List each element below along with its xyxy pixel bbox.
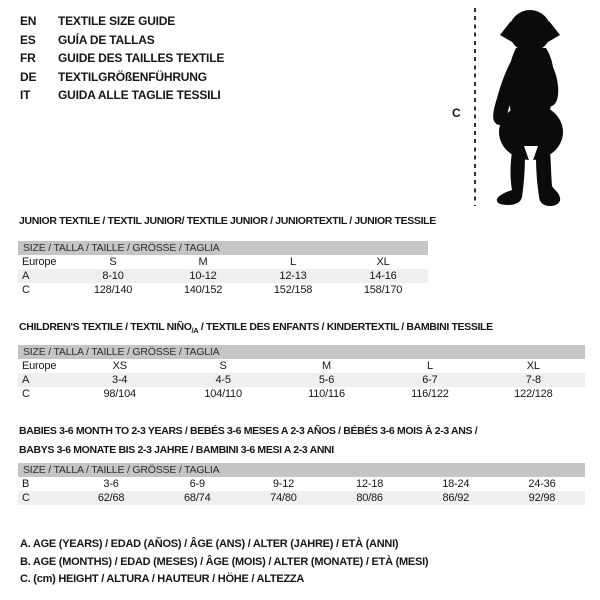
table-row xyxy=(18,491,585,505)
language-code: EN xyxy=(20,14,37,28)
footnote-age-years: A. AGE (YEARS) / EDAD (AÑOS) / ÂGE (ANS) / ALTER (JAHRE) / ETÀ (ANNI) xyxy=(20,538,399,550)
table-cell: 6-7 xyxy=(422,374,438,386)
table-cell: M xyxy=(322,360,331,372)
table-cell: XS xyxy=(112,360,127,372)
height-measure-dashed-line xyxy=(474,8,476,206)
table-cell: 92/98 xyxy=(528,492,556,504)
table-cell: M xyxy=(198,256,208,268)
children-title-text: / TEXTILE DES ENFANTS / KINDERTEXTIL / BAMBINI TESSILE xyxy=(198,321,493,333)
table-cell: 122/128 xyxy=(514,388,553,400)
table-cell: 128/140 xyxy=(93,284,133,296)
language-row xyxy=(20,86,224,105)
size-header-bar: SIZE / TALLA / TAILLE / GRÖSSE / TAGLIA xyxy=(18,463,585,477)
language-title: GUIDA ALLE TAGLIE TESSILI xyxy=(58,88,221,103)
children-title-subscript: /A xyxy=(191,326,199,336)
table-cell: 24-36 xyxy=(528,478,556,490)
height-measure-label: C xyxy=(452,106,461,120)
table-cell: 62/68 xyxy=(97,492,125,504)
table-cell: 98/104 xyxy=(103,388,136,400)
language-row xyxy=(20,49,224,68)
baby-silhouette-icon xyxy=(484,4,584,210)
babies-size-table xyxy=(18,463,585,505)
language-code: IT xyxy=(20,88,31,103)
table-row xyxy=(18,387,585,401)
language-code: ES xyxy=(20,32,36,47)
table-cell: L xyxy=(426,360,433,372)
measurement-footnotes xyxy=(20,536,428,589)
row-label: A xyxy=(22,374,30,386)
size-header-bar: SIZE / TALLA / TAILLE / GRÖSSE / TAGLIA xyxy=(18,345,585,359)
children-section-title xyxy=(19,321,493,335)
table-cell: 140/152 xyxy=(183,284,223,296)
row-label: A xyxy=(22,270,30,282)
table-cell: 18-24 xyxy=(442,478,470,490)
children-title-text: CHILDREN'S TEXTILE / TEXTIL NIÑO xyxy=(19,321,192,333)
table-cell: 12-13 xyxy=(279,270,307,282)
table-cell: 10-12 xyxy=(189,270,217,282)
table-cell: 74/80 xyxy=(270,492,297,504)
table-row xyxy=(18,283,428,297)
footnote-height-cm: C. (cm) HEIGHT / ALTURA / HAUTEUR / HÖHE / ALTEZZA xyxy=(20,573,305,585)
babies-section-title xyxy=(19,422,477,459)
language-title: GUIDE DES TAILLES TEXTILE xyxy=(58,51,225,66)
table-cell: 3-4 xyxy=(112,374,128,386)
children-size-table xyxy=(18,345,585,401)
size-header-bar: SIZE / TALLA / TAILLE / GRÖSSE / TAGLIA xyxy=(18,241,428,255)
table-cell: XL xyxy=(526,360,540,372)
table-cell: 158/170 xyxy=(363,284,403,296)
table-cell: 116/122 xyxy=(411,388,449,400)
row-label: C xyxy=(22,388,30,400)
table-cell: 4-5 xyxy=(215,374,231,386)
table-cell: 110/116 xyxy=(308,388,345,400)
language-title: GUÍA DE TALLAS xyxy=(58,32,155,47)
junior-size-table xyxy=(18,241,428,297)
table-cell: L xyxy=(290,256,296,268)
language-title-block xyxy=(20,12,224,105)
junior-section-title: JUNIOR TEXTILE / TEXTIL JUNIOR/ TEXTILE JUNIOR / JUNIORTEXTIL / JUNIOR TESSILE xyxy=(19,215,436,227)
language-row xyxy=(20,31,224,50)
table-cell: XL xyxy=(376,256,390,268)
table-cell: 5-6 xyxy=(318,374,335,386)
row-label: C xyxy=(22,492,30,504)
table-cell: 104/110 xyxy=(204,388,242,400)
row-label: B xyxy=(22,478,30,490)
table-row xyxy=(18,477,585,491)
table-cell: 8-10 xyxy=(102,270,124,282)
language-row xyxy=(20,68,224,87)
table-cell: 6-9 xyxy=(189,478,205,490)
table-cell: 12-18 xyxy=(356,478,384,490)
language-row xyxy=(20,12,224,31)
row-label: Europe xyxy=(22,360,57,372)
table-row xyxy=(18,269,428,283)
table-cell: 14-16 xyxy=(369,270,397,282)
table-cell: S xyxy=(219,360,227,372)
babies-title-line-1: BABIES 3-6 MONTH TO 2-3 YEARS / BEBÉS 3-6 MESES A 2-3 AÑOS / BÉBÉS 3-6 MOIS À 2-3 ANS / xyxy=(19,425,478,437)
table-cell: 9-12 xyxy=(272,478,295,490)
babies-title-line-2: BABYS 3-6 MONATE BIS 2-3 JAHRE / BAMBINI 3-6 MESI A 2-3 ANNI xyxy=(19,443,334,456)
table-row xyxy=(18,255,428,269)
table-cell: 86/92 xyxy=(442,492,470,504)
table-cell: 7-8 xyxy=(525,374,541,386)
row-label: Europe xyxy=(22,256,57,268)
table-cell: 3-6 xyxy=(103,478,119,490)
table-cell: S xyxy=(109,256,117,268)
language-title: TEXTILE SIZE GUIDE xyxy=(58,14,176,28)
table-cell: 152/158 xyxy=(273,284,313,296)
language-code: DE xyxy=(20,69,37,84)
table-row xyxy=(18,359,585,373)
table-row xyxy=(18,373,585,387)
row-label: C xyxy=(22,284,30,296)
language-title: TEXTILGRÖßENFÜHRUNG xyxy=(58,69,207,84)
footnote-age-months: B. AGE (MONTHS) / EDAD (MESES) / ÂGE (MOIS) / ALTER (MONATE) / ETÀ (MESI) xyxy=(20,555,429,568)
language-code: FR xyxy=(20,51,36,66)
table-cell: 68/74 xyxy=(183,492,211,504)
table-cell: 80/86 xyxy=(356,492,383,504)
